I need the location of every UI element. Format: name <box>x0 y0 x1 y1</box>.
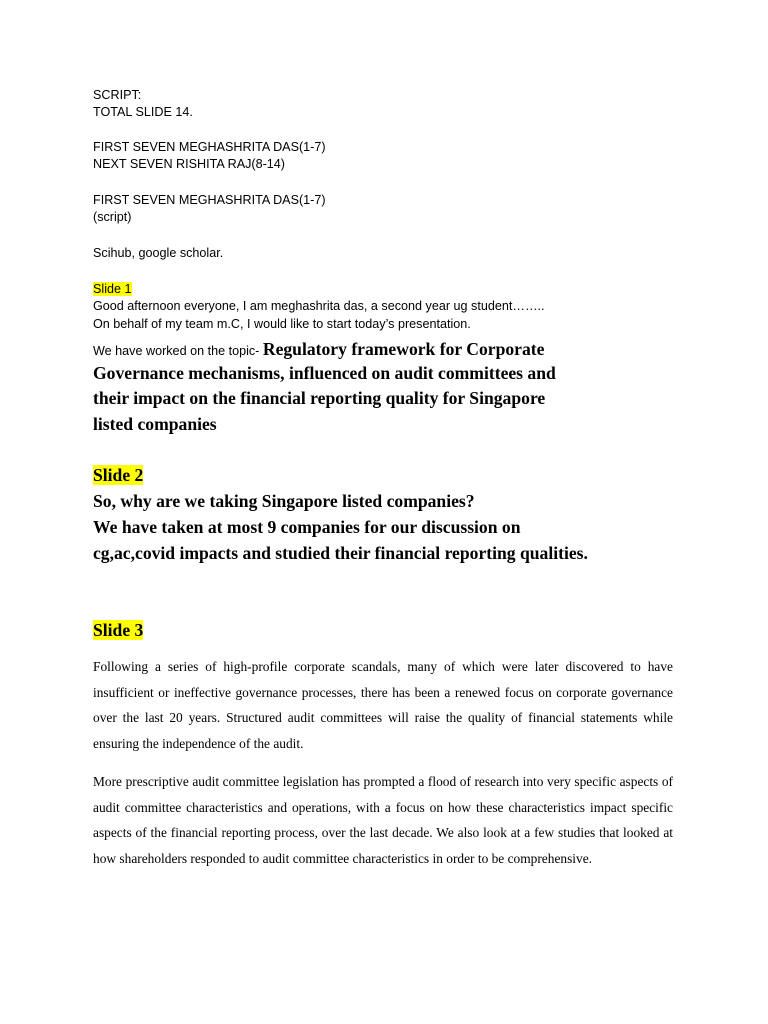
script-heading: SCRIPT: <box>93 88 142 102</box>
slide-3-paragraph-1: Following a series of high-profile corporate scandals, many of which were later discovered to have insufficient or ineffective governance processes, there has been a renewed focus on corporate governance over the last 20 years. Structured audit committees will raise the quality of financial statements while ensuring the independence of the audit. <box>93 659 673 751</box>
assignment-line-2: NEXT SEVEN RISHITA RAJ(8-14) <box>93 157 285 171</box>
slide-1-intro: On behalf of my team m.C, I would like to start today’s presentation. <box>93 317 471 331</box>
slide-3-paragraph-2: More prescriptive audit committee legislation has prompted a flood of research into very specific aspects of audit committee characteristics and operations, with a focus on how these characteristics impact specific aspects of the financial reporting process, over the last decade. We also look at a few studies that looked at how shareholders responded to audit committee characteristics in order to be comprehensive. <box>93 774 673 866</box>
slide-2-label: Slide 2 <box>93 465 144 485</box>
slide-1-label: Slide 1 <box>93 282 132 296</box>
slide-1-topic-line-4: listed companies <box>93 414 217 434</box>
slide-1-greeting: Good afternoon everyone, I am meghashrita das, a second year ug student…….. <box>93 299 545 313</box>
slide-1-topic-line-1: Regulatory framework for Corporate <box>262 339 545 359</box>
slide-3-label: Slide 3 <box>93 620 144 640</box>
slide-2-question: So, why are we taking Singapore listed companies? <box>93 491 475 511</box>
script-note: (script) <box>93 210 132 224</box>
sources-line: Scihub, google scholar. <box>93 246 224 260</box>
total-slides-line: TOTAL SLIDE 14. <box>93 105 193 119</box>
slide-1-topic-prefix: We have worked on the topic- <box>93 344 263 358</box>
slide-1-label-row <box>93 281 132 298</box>
slide-1-topic-line-2: Governance mechanisms, influenced on audit committees and <box>93 363 556 383</box>
slide-2-label-row <box>93 462 143 488</box>
first-section-line: FIRST SEVEN MEGHASHRITA DAS(1-7) <box>93 193 326 207</box>
slide-2-line-2: We have taken at most 9 companies for our discussion on <box>93 517 521 537</box>
assignment-line-1: FIRST SEVEN MEGHASHRITA DAS(1-7) <box>93 140 326 154</box>
slide-1-topic-line-3: their impact on the financial reporting quality for Singapore <box>93 388 546 408</box>
slide-2-line-3: cg,ac,covid impacts and studied their financial reporting qualities. <box>93 543 588 563</box>
slide-3-label-row <box>93 617 143 643</box>
